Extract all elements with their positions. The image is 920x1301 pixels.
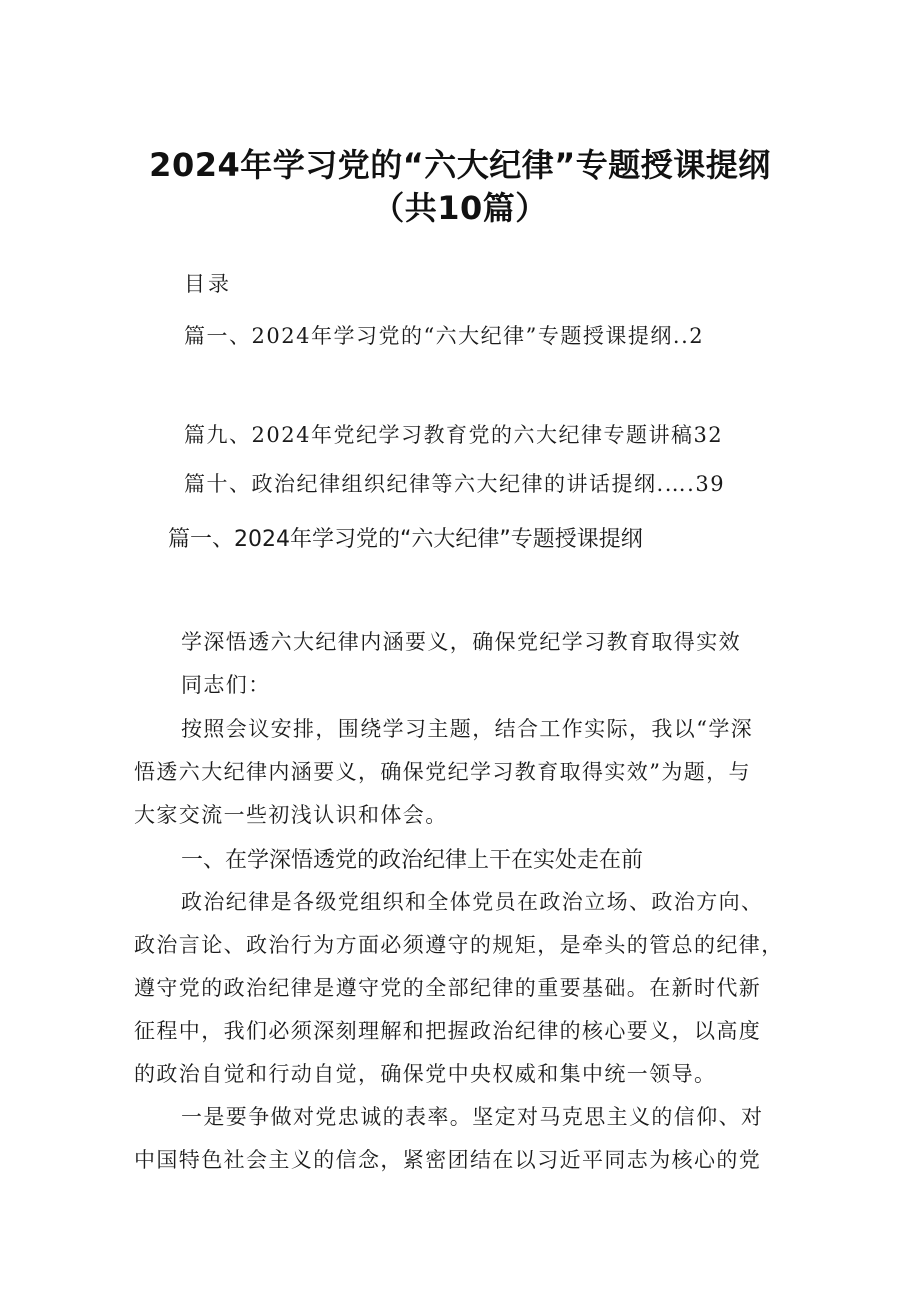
toc-item[interactable]: 篇十、政治纪律组织纪律等六大纪律的讲话提纲.….39 bbox=[184, 472, 726, 496]
paragraph-line: 大家交流一些初浅认识和体会。 bbox=[134, 803, 448, 827]
paragraph-line: 按照会议安排，围绕学习主题，结合工作实际，我以“学深 bbox=[181, 717, 754, 741]
document-title-count: （共10篇） bbox=[372, 189, 548, 227]
subheading: 一、在学深悟透党的政治纪律上干在实处走在前 bbox=[181, 848, 644, 873]
speech-title: 学深悟透六大纪律内涵要义，确保党纪学习教育取得实效 bbox=[181, 630, 741, 654]
toc-item[interactable]: 篇一、2024年学习党的“六大纪律”专题授课提纲..2 bbox=[184, 324, 705, 348]
section-heading: 篇一、2024年学习党的“六大纪律”专题授课提纲 bbox=[168, 527, 643, 552]
paragraph-line: 的政治自觉和行动自觉，确保党中央权威和集中统一领导。 bbox=[134, 1062, 717, 1086]
paragraph-line: 中国特色社会主义的信念，紧密团结在以习近平同志为核心的党 bbox=[134, 1148, 762, 1172]
salutation: 同志们： bbox=[181, 673, 271, 697]
paragraph-line: 政治纪律是各级党组织和全体党员在政治立场、政治方向、 bbox=[181, 890, 764, 914]
paragraph-line: 一是要争做对党忠诚的表率。坚定对马克思主义的信仰、对 bbox=[181, 1105, 764, 1129]
document-title: 2024年学习党的“六大纪律”专题授课提纲 bbox=[149, 146, 771, 184]
toc-item[interactable]: 篇九、2024年党纪学习教育党的六大纪律专题讲稿32 bbox=[184, 423, 724, 447]
toc-label: 目录 bbox=[184, 272, 232, 296]
paragraph-line: 悟透六大纪律内涵要义，确保党纪学习教育取得实效”为题，与 bbox=[134, 760, 751, 784]
paragraph-line: 征程中，我们必须深刻理解和把握政治纪律的核心要义，以高度 bbox=[134, 1019, 762, 1043]
paragraph-line: 政治言论、政治行为方面必须遵守的规矩，是牵头的管总的纪律， bbox=[134, 933, 784, 957]
paragraph-line: 遵守党的政治纪律是遵守党的全部纪律的重要基础。在新时代新 bbox=[134, 976, 762, 1000]
